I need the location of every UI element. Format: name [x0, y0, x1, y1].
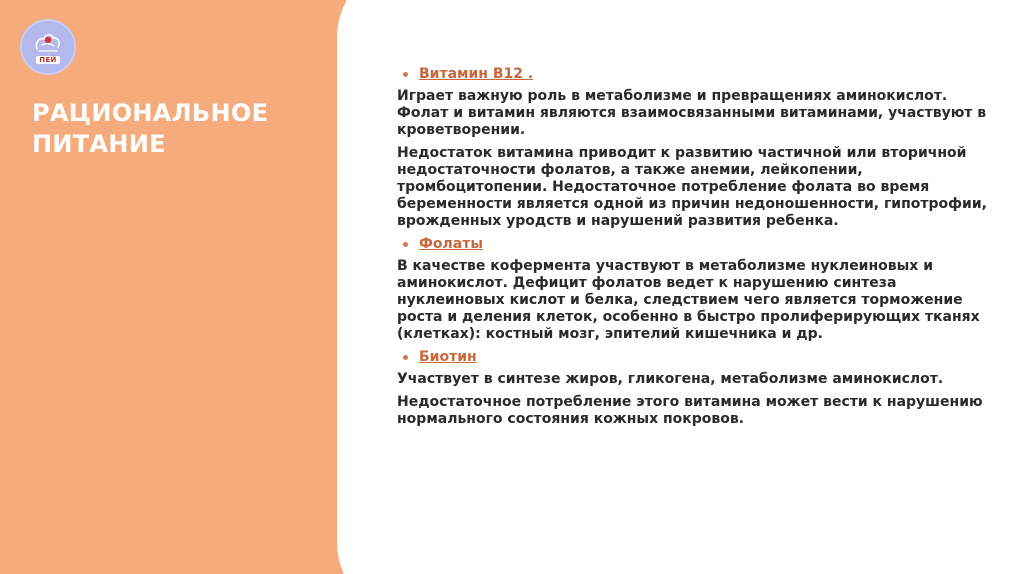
section-heading: Фолаты — [419, 236, 483, 252]
logo — [20, 19, 76, 75]
bullet-icon — [403, 242, 408, 247]
paragraph: Недостаточное потребление этого витамина может вести к нарушению нормального состояния кожных покровов. — [397, 394, 983, 427]
page-title-line-2: ПИТАНИЕ — [32, 130, 166, 158]
paragraph: В качестве кофермента участвуют в метаболизме нуклеиновых и аминокислот. Дефицит фолатов ведет к нарушению синтеза нуклеиновых кислот и белка, следствием чего является торможение роста и деления клеток, особенно в быстро пролиферирующих тканях (клетках): костный мозг, эпителий кишечника и др. — [397, 258, 980, 342]
section-heading: Биотин — [419, 349, 477, 365]
bullet-icon — [403, 72, 408, 77]
section-biotin-heading — [403, 349, 997, 366]
doodle-logo-icon — [33, 31, 63, 55]
bullet-icon — [403, 355, 408, 360]
paragraph: Недостаток витамина приводит к развитию частичной или вторичной недостаточности фолатов, а также анемии, лейкопении, тромбоцитопении. Недостаточное потребление фолата во время беременности является одной из причин недоношенности, гипотрофии, врожденных уродств и нарушений развития ребенка. — [397, 145, 987, 229]
page-title — [32, 98, 268, 160]
section-vitamin-b12-heading — [403, 66, 997, 83]
section-heading: Витамин В12 . — [419, 66, 534, 82]
logo-text: ПЕЙ — [36, 56, 59, 64]
paragraph: Участвует в синтезе жиров, гликогена, метаболизме аминокислот. — [397, 371, 944, 387]
section-folates-heading — [403, 236, 997, 253]
paragraph: Играет важную роль в метаболизме и превращениях аминокислот. Фолат и витамин являются взаимосвязанными витаминами, участвуют в кроветворении. — [397, 88, 987, 138]
content — [397, 66, 997, 434]
page-title-line-1: РАЦИОНАЛЬНОЕ — [32, 99, 269, 127]
